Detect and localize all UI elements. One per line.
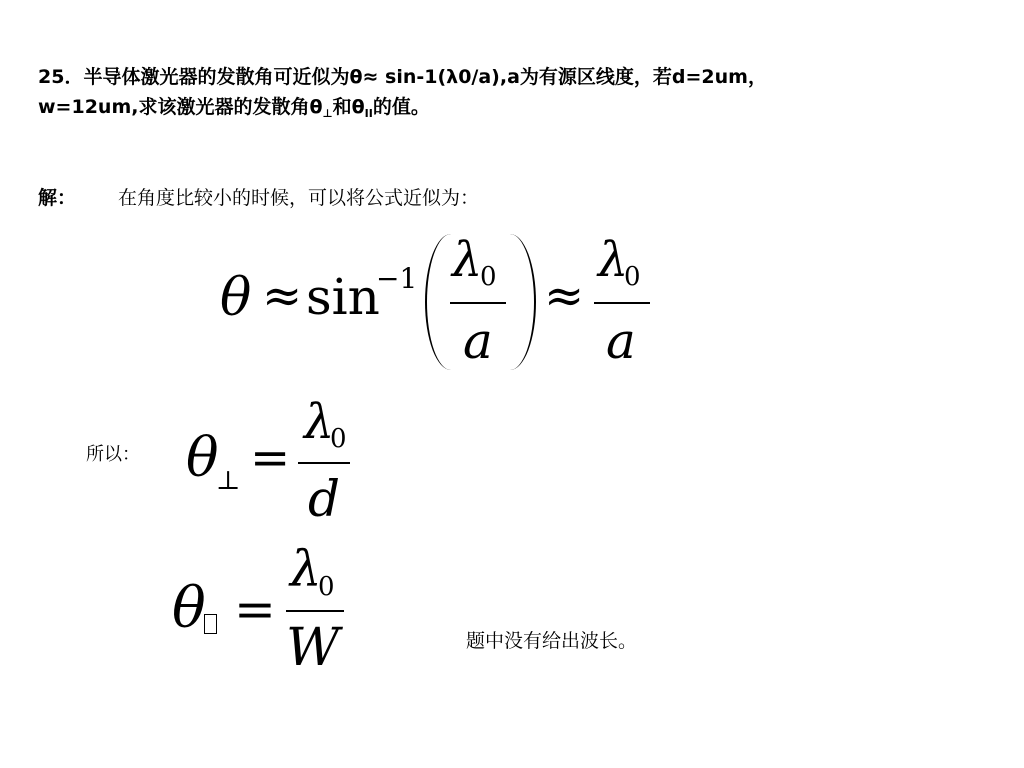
eq1-left-paren <box>425 234 453 370</box>
eq1-right-paren <box>508 234 536 370</box>
eq1-fraction-bar-1 <box>450 302 506 304</box>
eq1-approx-2: ≈ <box>544 268 585 324</box>
eq2-perp-subscript: ⊥ <box>216 466 241 496</box>
eq2-lambda: λ <box>304 394 335 450</box>
eq1-theta: θ <box>220 268 252 328</box>
eq2-zero: 0 <box>330 424 347 454</box>
eq1-a-1: a <box>463 312 493 370</box>
eq3-lambda: λ <box>290 540 322 598</box>
wavelength-note: 题中没有给出波长。 <box>466 630 638 652</box>
eq1-zero-2: 0 <box>624 262 641 292</box>
eq2-denominator: d <box>308 470 341 528</box>
eq1-a-2: a <box>606 312 636 370</box>
eq1-sin: sin <box>306 268 380 326</box>
solution-label: 解： <box>38 187 77 209</box>
problem-statement <box>38 62 998 129</box>
eq1-approx-1: ≈ <box>262 268 303 324</box>
problem-line-2 <box>38 92 998 129</box>
solution-intro: 在角度比较小的时候，可以将公式近似为： <box>118 187 480 209</box>
eq1-superscript: −1 <box>376 262 418 295</box>
eq3-fraction-bar <box>286 610 344 612</box>
eq3-zero: 0 <box>318 572 335 602</box>
problem-line-2-prefix: w=12um,求该激光器的发散角θ <box>38 96 323 118</box>
eq2-fraction-bar <box>298 462 350 464</box>
eq3-equals: = <box>234 580 276 638</box>
so-label: 所以： <box>86 444 140 465</box>
problem-line-2-suffix: 的值。 <box>372 96 430 118</box>
eq3-theta: θ <box>172 576 206 641</box>
eq1-lambda-2: λ <box>598 232 629 288</box>
eq3-denominator: W <box>286 618 340 678</box>
eq2-theta: θ <box>186 426 219 489</box>
parallel-subscript: II <box>364 107 373 120</box>
eq1-lambda-1: λ <box>452 232 483 288</box>
problem-line-1: 25．半导体激光器的发散角可近似为θ≈ sin-1(λ0/a),a为有源区线度，若d=2um， <box>38 66 767 88</box>
perp-subscript: ⊥ <box>322 107 333 120</box>
problem-line-2-mid: 和θ <box>332 96 365 118</box>
eq1-zero-1: 0 <box>480 262 497 292</box>
eq2-equals: = <box>250 430 291 486</box>
eq1-fraction-bar-2 <box>594 302 650 304</box>
eq3-missing-subscript-box <box>204 614 217 634</box>
